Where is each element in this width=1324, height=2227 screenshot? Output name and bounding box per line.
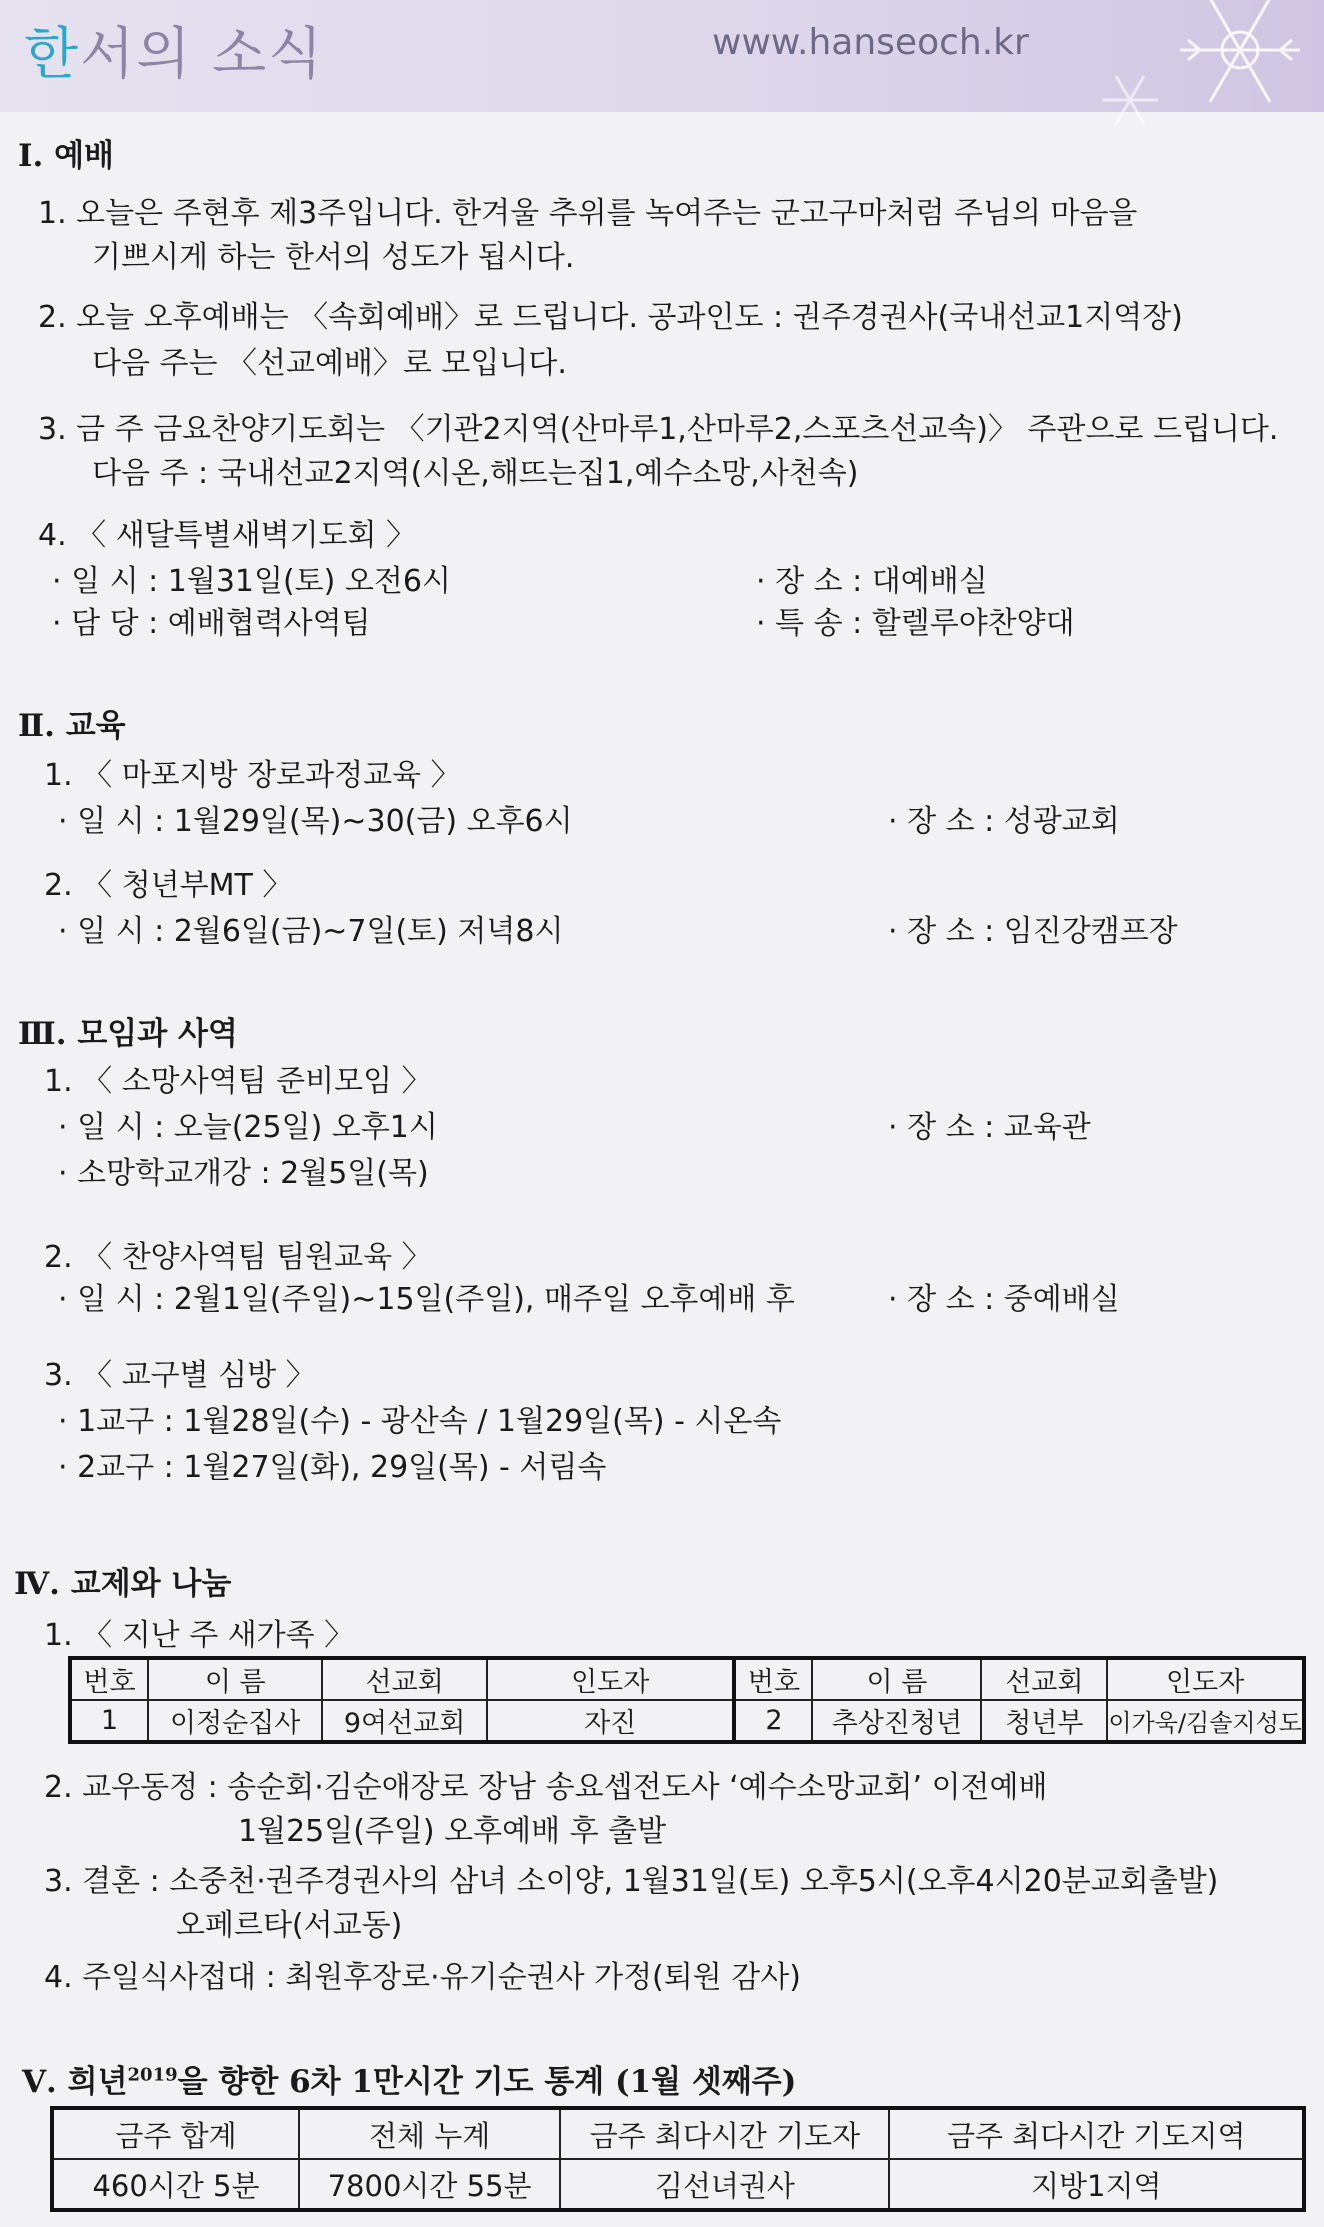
table-cell: 추상진청년 bbox=[812, 1700, 981, 1742]
section-4-title: Ⅳ. 교제와 나눔 bbox=[14, 1566, 232, 1602]
table-cell: 김선녀권사 bbox=[560, 2159, 889, 2210]
table-cell: 460시간 5분 bbox=[52, 2159, 299, 2210]
s3-item1-place: · 장 소 : 교육관 bbox=[888, 1110, 1091, 1145]
table-cell: 지방1지역 bbox=[889, 2159, 1304, 2210]
table-cell: 자진 bbox=[487, 1700, 735, 1742]
s1-item4-place: · 장 소 : 대예배실 bbox=[756, 564, 988, 599]
s5-title-post: 을 향한 6차 1만시간 기도 통계 (1월 셋째주) bbox=[177, 2064, 797, 2100]
s4-item3-line1: 3. 결혼 : 소중천·권주경권사의 삼녀 소이양, 1월31일(토) 오후5시(오후4시20분교회출발) bbox=[44, 1864, 1219, 1899]
section-2-title: Ⅱ. 교육 bbox=[18, 708, 126, 744]
s1-item1-line2: 기쁘시게 하는 한서의 성도가 됩시다. bbox=[92, 240, 575, 275]
s1-item1-line1: 1. 오늘은 주현후 제3주입니다. 한겨울 추위를 녹여주는 군고구마처럼 주님의 마음을 bbox=[38, 196, 1138, 231]
s5-title-sup: 2019 bbox=[127, 2064, 178, 2086]
s1-item4-music: · 특 송 : 할렐루야찬양대 bbox=[756, 606, 1075, 641]
table-row bbox=[70, 1700, 1304, 1742]
s3-item1-school: · 소망학교개강 : 2월5일(목) bbox=[58, 1156, 429, 1191]
s1-item4-leader: · 담 당 : 예배협력사역팀 bbox=[52, 606, 371, 641]
s3-item3-district2: · 2교구 : 1월27일(화), 29일(목) - 서림속 bbox=[58, 1450, 607, 1485]
table-header-cell: 금주 최다시간 기도지역 bbox=[889, 2108, 1304, 2159]
table-header-cell: 인도자 bbox=[487, 1658, 735, 1700]
s3-item2-date: · 일 시 : 2월1일(주일)~15일(주일), 매주일 오후예배 후 bbox=[58, 1282, 795, 1317]
s2-item2-date: · 일 시 : 2월6일(금)~7일(토) 저녁8시 bbox=[58, 914, 564, 949]
table-header-cell: 금주 최다시간 기도자 bbox=[560, 2108, 889, 2159]
table-cell: 이가욱/김솔지성도 bbox=[1107, 1700, 1304, 1742]
table-header-cell: 금주 합계 bbox=[52, 2108, 299, 2159]
table-header-cell: 번호 bbox=[70, 1658, 148, 1700]
snowflake-icon bbox=[1090, 0, 1320, 140]
s3-item2-place: · 장 소 : 중예배실 bbox=[888, 1282, 1120, 1317]
brand-title bbox=[24, 10, 324, 90]
s2-item1-place: · 장 소 : 성광교회 bbox=[888, 804, 1120, 839]
table-cell: 이정순집사 bbox=[148, 1700, 322, 1742]
table-cell: 9여선교회 bbox=[322, 1700, 486, 1742]
s2-item2-place: · 장 소 : 임진강캠프장 bbox=[888, 914, 1178, 949]
s3-item3-title: 3. 〈 교구별 심방 〉 bbox=[44, 1358, 316, 1393]
s2-item1-title: 1. 〈 마포지방 장로과정교육 〉 bbox=[44, 758, 461, 793]
s3-item1-date: · 일 시 : 오늘(25일) 오후1시 bbox=[58, 1110, 438, 1145]
table-row bbox=[52, 2159, 1304, 2210]
table-cell: 7800시간 55분 bbox=[299, 2159, 560, 2210]
table-header-cell: 선교회 bbox=[322, 1658, 486, 1700]
s1-item3-line1: 3. 금 주 금요찬양기도회는 〈기관2지역(산마루1,산마루2,스포츠선교속)〉 주관으로 드립니다. bbox=[38, 412, 1279, 447]
table-header-cell: 이 름 bbox=[812, 1658, 981, 1700]
s4-item4: 4. 주일식사접대 : 최원후장로·유기순권사 가정(퇴원 감사) bbox=[44, 1960, 801, 1995]
table-cell: 2 bbox=[734, 1700, 812, 1742]
table-cell: 청년부 bbox=[981, 1700, 1107, 1742]
s1-item3-line2: 다음 주 : 국내선교2지역(시온,해뜨는집1,예수소망,사천속) bbox=[92, 456, 859, 491]
table-cell: 1 bbox=[70, 1700, 148, 1742]
s4-item3-line2: 오페르타(서교동) bbox=[176, 1908, 403, 1943]
brand-first-char: 한 bbox=[24, 22, 81, 87]
table-header-cell: 전체 누계 bbox=[299, 2108, 560, 2159]
new-family-table bbox=[68, 1656, 1306, 1744]
table-header-cell: 이 름 bbox=[148, 1658, 322, 1700]
section-5-title bbox=[22, 2056, 796, 2101]
table-header-cell: 선교회 bbox=[981, 1658, 1107, 1700]
s2-item1-date: · 일 시 : 1월29일(목)~30(금) 오후6시 bbox=[58, 804, 573, 839]
s3-item2-title: 2. 〈 찬양사역팀 팀원교육 〉 bbox=[44, 1240, 432, 1275]
section-3-title: Ⅲ. 모임과 사역 bbox=[18, 1016, 238, 1052]
page-header bbox=[0, 0, 1324, 112]
s3-item1-title: 1. 〈 소망사역팀 준비모임 〉 bbox=[44, 1064, 432, 1099]
brand-rest: 서의 소식 bbox=[80, 22, 325, 87]
s4-item1-title: 1. 〈 지난 주 새가족 〉 bbox=[44, 1618, 355, 1653]
s1-item2-line1: 2. 오늘 오후예배는 〈속회예배〉로 드립니다. 공과인도 : 권주경권사(국내선교1지역장) bbox=[38, 300, 1183, 335]
table-header-row bbox=[52, 2108, 1304, 2159]
s3-item3-district1: · 1교구 : 1월28일(수) - 광산속 / 1월29일(목) - 시온속 bbox=[58, 1404, 782, 1439]
s4-item2-line1: 2. 교우동정 : 송순회·김순애장로 장남 송요셉전도사 ‘예수소망교회’ 이전예배 bbox=[44, 1770, 1048, 1805]
s4-item2-line2: 1월25일(주일) 오후예배 후 출발 bbox=[238, 1814, 667, 1849]
s1-item4-title: 4. 〈 새달특별새벽기도회 〉 bbox=[38, 518, 417, 553]
s1-item4-date: · 일 시 : 1월31일(토) 오전6시 bbox=[52, 564, 451, 599]
s1-item2-line2: 다음 주는 〈선교예배〉로 모입니다. bbox=[92, 346, 567, 381]
table-header-cell: 인도자 bbox=[1107, 1658, 1304, 1700]
section-1-title: Ⅰ. 예배 bbox=[18, 138, 114, 174]
s2-item2-title: 2. 〈 청년부MT 〉 bbox=[44, 868, 293, 903]
table-header-row bbox=[70, 1658, 1304, 1700]
s5-title-pre: Ⅴ. 희년 bbox=[22, 2064, 128, 2100]
prayer-stats-table bbox=[50, 2106, 1306, 2212]
website-url: www.hanseoch.kr bbox=[712, 22, 1029, 63]
table-header-cell: 번호 bbox=[734, 1658, 812, 1700]
